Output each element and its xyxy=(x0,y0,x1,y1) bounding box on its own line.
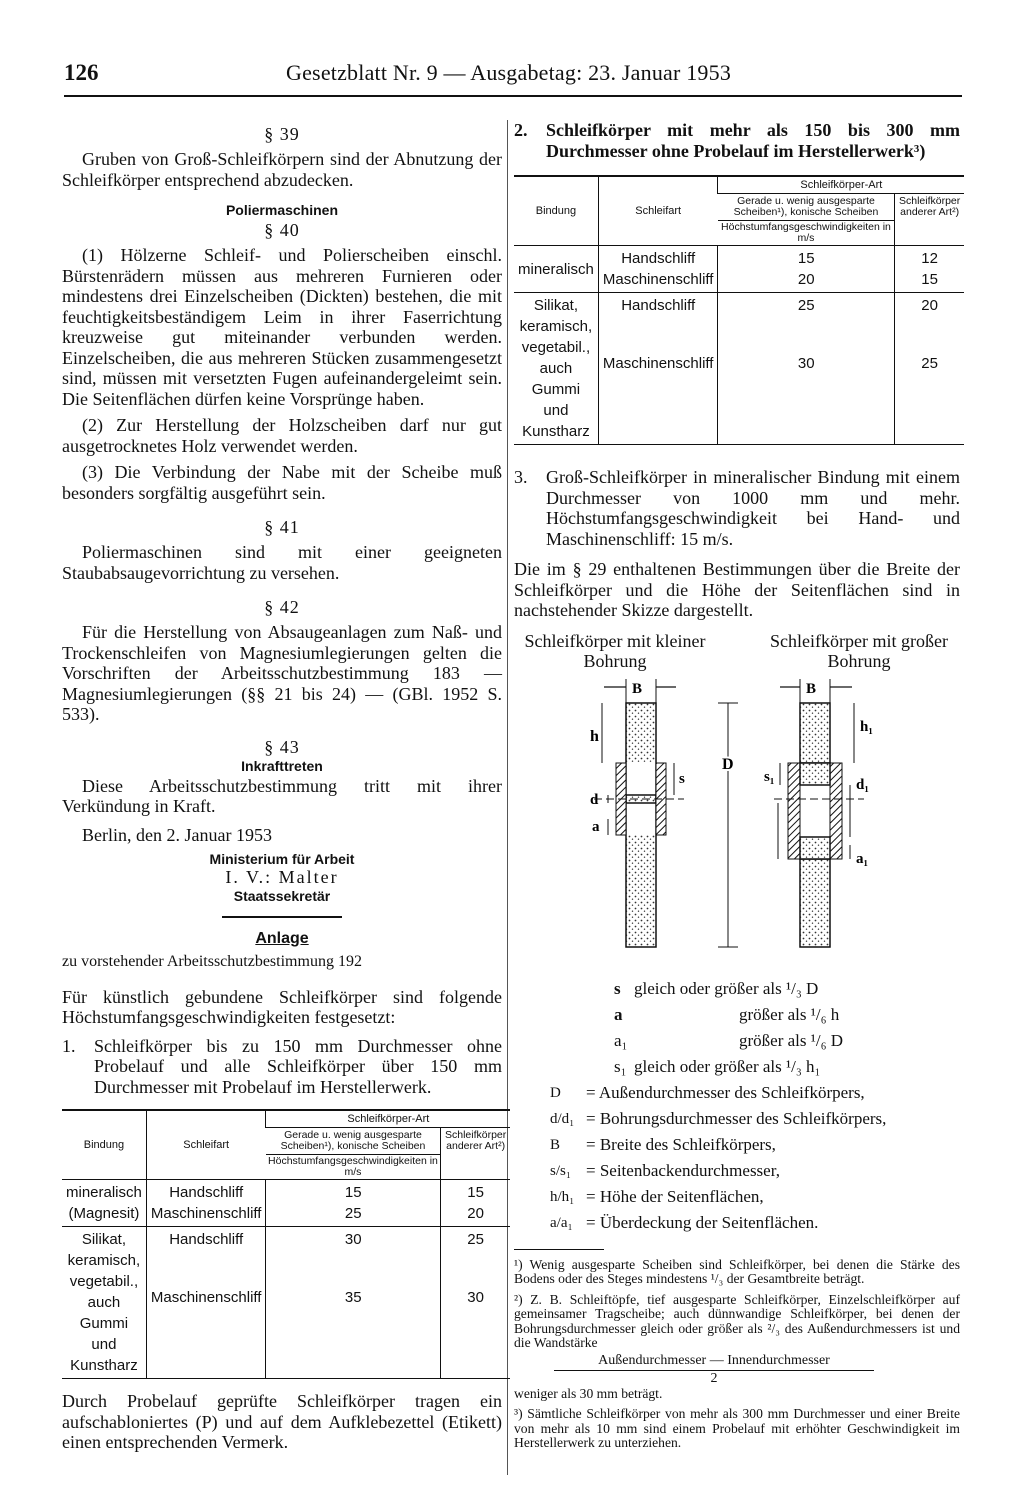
footnote-3: ³) Sämtliche Schleifkörper von mehr als 300 mm Durchmesser und einer Breite von mehr als 10 mm sind einem Probelauf mit erhöhter Geschwindigkeit im Herstellerwerk zu unterziehen. xyxy=(514,1406,960,1450)
section-43-text: Diese Arbeitsschutzbestimmung tritt mit ihrer Verkündung in Kraft. xyxy=(62,775,502,816)
section-39-heading: § 39 xyxy=(264,124,300,144)
legend-text: gleich oder größer als ¹/₃ D xyxy=(634,978,819,998)
footnotes xyxy=(514,1258,960,1451)
legend-row xyxy=(514,1003,960,1029)
cell-value: 25 xyxy=(797,297,815,314)
row-bindung: Silikat, keramisch, vegetabil., auch Gummi und Kunstharz xyxy=(519,297,593,440)
figure-title-small-bore: Schleifkörper mit kleiner Bohrung xyxy=(524,630,706,671)
anlage-intro: Für künstlich gebundene Schleifkörper sind folgende Höchstumfangsgeschwindigkeiten festgesetzt: xyxy=(62,986,502,1027)
cell-value: 20 xyxy=(797,271,815,288)
col-header-schleifart: Schleifart xyxy=(598,176,718,246)
col-header-andere: Schleifkörper anderer Art²) xyxy=(440,1128,510,1180)
anlage-heading: Anlage xyxy=(255,930,309,947)
header-rule xyxy=(64,95,962,97)
section-43-heading: § 43 xyxy=(264,736,300,757)
footnote-rule xyxy=(514,1249,604,1250)
legend-text: größer als ¹/₆ D xyxy=(739,1030,844,1050)
anlage-subtitle: zu vorstehender Arbeitsschutzbestimmung 192 xyxy=(62,953,362,970)
label-a: a xyxy=(592,818,600,835)
figure-title-large-bore: Schleifkörper mit großer Bohrung xyxy=(770,630,948,671)
section-40-para-2: (2) Zur Herstellung der Holzscheiben darf nur gut ausgetrocknetes Holz verwendet werden. xyxy=(62,415,502,456)
row-schleifart xyxy=(598,246,718,293)
label-h: h xyxy=(590,727,599,745)
cell-value: 20 xyxy=(921,297,938,314)
col-header-art: Schleifkörper-Art xyxy=(266,1110,510,1128)
legend-row xyxy=(514,1055,960,1081)
cell-text: Handschliff xyxy=(169,1231,244,1248)
legend-symbol: s xyxy=(614,978,621,998)
col-header-gerade xyxy=(266,1128,441,1180)
row-bindung: mineralisch xyxy=(518,260,594,278)
legend-symbol: s₁ xyxy=(614,1056,627,1076)
section-40-heading: § 40 xyxy=(264,220,300,240)
page-number: 126 xyxy=(64,60,99,85)
sketch-legend xyxy=(514,977,960,1237)
cell-text: Maschinenschliff xyxy=(150,1205,262,1222)
ministry-name: Ministerium für Arbeit xyxy=(209,851,355,867)
right-column xyxy=(514,120,960,1451)
col-header-art: Schleifkörper-Art xyxy=(718,176,964,194)
figure-titles xyxy=(514,631,960,671)
label-s: s xyxy=(679,770,685,787)
cell-andere xyxy=(440,1180,510,1227)
fraction xyxy=(554,1353,874,1387)
speed-table-2 xyxy=(514,175,964,445)
cell-text: Maschinenschliff xyxy=(602,355,714,372)
legend-row xyxy=(514,1185,960,1211)
item-2-number: 2. xyxy=(514,120,528,140)
poliermaschinen-heading: Poliermaschinen xyxy=(225,202,339,218)
label-big-d: D xyxy=(722,755,734,773)
large-bore-wheel xyxy=(764,679,873,947)
legend-symbol: h/h₁ xyxy=(550,1188,575,1205)
grinding-wheel-sketch xyxy=(514,679,960,969)
fraction-denominator: 2 xyxy=(710,1370,718,1386)
section-41-heading: § 41 xyxy=(264,517,300,537)
item-1-number: 1. xyxy=(62,1035,76,1056)
cell-value: 30 xyxy=(467,1289,484,1306)
section-39-text: Gruben von Groß-Schleifkörpern sind der Abnutzung der Schleifkörper entsprechend abzudecken. xyxy=(62,149,502,190)
cell-value: 15 xyxy=(797,250,815,267)
footnote-2: ²) Z. B. Schleiftöpfe, tief ausgesparte Schleifkörper, Einzelschleifkörper auf gemeinsamer Tragscheibe; auch dünnwandige Schleifkörper, bei denen der Bohrungsdurchmesser gleich oder größer als ²/₃ des Außendurchmessers ist und die Wandstärke xyxy=(514,1291,960,1350)
section-40-para-3: (3) Die Verbindung der Nabe mit der Scheibe muß besonders sorgfältig ausgeführt sein. xyxy=(62,462,502,503)
cell-value: 25 xyxy=(467,1231,484,1248)
legend-row xyxy=(514,1029,960,1055)
section-42-text: Für die Herstellung von Absaugeanlagen zum Naß- und Trockenschleifen von Magnesiumlegierungen gelten die Vorschriften der Arbeitsschutzbestimmung 183 — Magnesiumlegierungen (§§ 21 bis 24) — (GBl. 1952 S. 533). xyxy=(62,622,502,724)
cell-value: 15 xyxy=(921,271,938,288)
cell-value: 25 xyxy=(344,1205,362,1222)
table-row xyxy=(62,1227,510,1379)
row-schleifart xyxy=(598,293,718,445)
row-bindung: Silikat, keramisch, vegetabil., auch Gummi und Kunstharz xyxy=(67,1231,141,1374)
col-header-andere: Schleifkörper anderer Art²) xyxy=(894,194,964,246)
inkrafttreten-heading: Inkrafttreten xyxy=(241,757,323,774)
speed-unit-label: Höchstumfangsgeschwindigkeiten in m/s xyxy=(718,220,894,245)
label-d1: d₁ xyxy=(856,776,869,793)
sketch-intro: Die im § 29 enthaltenen Bestimmungen über die Breite der Schleifkörper und die Höhe der Seitenflächen sind in nachstehender Skizze dargestellt. xyxy=(514,559,960,620)
left-column xyxy=(62,120,507,1453)
footnote-1: ¹) Wenig ausgesparte Scheiben sind Schleifkörper, bei denen die Stärke des Bodens oder des Steges mindestens ¹/₃ der Gesamtbreite beträgt. xyxy=(514,1256,960,1286)
legend-row xyxy=(514,1211,960,1237)
legend-text: = Breite des Schleifkörpers, xyxy=(586,1134,776,1154)
legend-symbol: s/s₁ xyxy=(550,1162,572,1179)
legend-row xyxy=(514,1107,960,1133)
cell-text: Maschinenschliff xyxy=(602,271,714,288)
label-d: d xyxy=(590,791,599,808)
cell-text: Handschliff xyxy=(621,250,696,267)
cell-gerade xyxy=(266,1227,441,1379)
row-bindung: mineralisch (Magnesit) xyxy=(66,1184,142,1222)
section-40-para-1: (1) Hölzerne Schleif- und Polierscheiben einschl. Bürstenrädern müssen aus mehreren Furnieren oder mindestens drei Einzelscheiben (Dickten) bestehen, die mit feuchtigkeitsbeständigem Leim in ihrer Faserrichtung kreuzweise gut miteinander verbunden werden. Einzelscheiben, die aus mehreren Stücken zusammengesetzt sind, müssen mit versetzten Fugen aufeinandergeleimt sein. Die Seitenflächen dürfen keine Vorsprünge haben. xyxy=(62,245,502,409)
cell-value: 20 xyxy=(467,1205,484,1222)
speed-unit-label: Höchstumfangsgeschwindigkeiten in m/s xyxy=(266,1154,440,1179)
legend-text: = Höhe der Seitenflächen, xyxy=(586,1186,764,1206)
item-1-text: Schleifkörper bis zu 150 mm Durchmesser ohne Probelauf und alle Schleifkörper über 150 mm Durchmesser mit Probelauf im Herstellerwerk. xyxy=(94,1035,502,1097)
legend-text: = Seitenbackendurchmesser, xyxy=(586,1160,780,1180)
section-41-text: Poliermaschinen sind mit einer geeigneten Staubabsaugevorrichtung zu versehen. xyxy=(62,542,502,583)
signatory: I. V.: Malter xyxy=(225,867,339,887)
legend-text: gleich oder größer als ¹/₃ h₁ xyxy=(634,1056,821,1076)
cell-andere xyxy=(440,1227,510,1379)
cell-value: 12 xyxy=(921,250,938,267)
col-header-gerade xyxy=(718,194,895,246)
cell-text: Handschliff xyxy=(169,1184,244,1201)
legend-text: = Überdeckung der Seitenflächen. xyxy=(586,1212,819,1232)
legend-text: größer als ¹/₆ h xyxy=(739,1004,840,1024)
cell-value: 30 xyxy=(344,1231,362,1248)
col-header-schleifart: Schleifart xyxy=(146,1110,266,1180)
legend-symbol: D xyxy=(550,1084,561,1101)
cell-andere xyxy=(894,246,964,293)
label-b: B xyxy=(632,680,643,697)
table-row xyxy=(514,246,964,293)
col-header-bindung: Bindung xyxy=(535,205,577,217)
list-item-3 xyxy=(514,467,960,549)
legend-symbol: a xyxy=(614,1004,623,1024)
cell-value: 15 xyxy=(467,1184,484,1201)
item-2-text: Schleifkörper mit mehr als 150 bis 300 mm Durchmesser ohne Probelauf im Herstellerwerk³) xyxy=(546,120,960,161)
label-h1: h₁ xyxy=(860,718,873,735)
list-item-1 xyxy=(62,1036,502,1098)
small-bore-wheel xyxy=(590,679,738,947)
cell-value: 35 xyxy=(344,1289,362,1306)
table-row xyxy=(62,1180,510,1227)
label-b: B xyxy=(806,680,817,697)
legend-text: = Bohrungsdurchmesser des Schleifkörpers, xyxy=(586,1108,887,1128)
cell-value: 15 xyxy=(344,1184,362,1201)
legend-symbol: d/d₁ xyxy=(550,1110,575,1127)
label-s1: s₁ xyxy=(764,768,775,785)
place-date: Berlin, den 2. Januar 1953 xyxy=(82,824,272,845)
signature-rule xyxy=(222,916,342,918)
row-schleifart xyxy=(146,1180,266,1227)
list-item-2 xyxy=(514,120,960,161)
item-3-text: Groß-Schleifkörper in mineralischer Bindung mit einem Durchmesser von 1000 mm und mehr. Höchstumfangsgeschwindigkeit bei Hand- und Maschinenschliff: 15 m/s. xyxy=(546,467,960,549)
legend-row xyxy=(514,1081,960,1107)
speed-table-1 xyxy=(62,1109,510,1379)
legend-symbol: a₁ xyxy=(614,1030,628,1050)
footnote-2-end: weniger als 30 mm beträgt. xyxy=(514,1385,663,1401)
table-row xyxy=(514,293,964,445)
cell-gerade xyxy=(718,293,895,445)
signatory-title: Staatssekretär xyxy=(233,888,331,904)
cell-andere xyxy=(894,293,964,445)
section-42-heading: § 42 xyxy=(264,597,300,617)
legend-row xyxy=(514,977,960,1003)
label-a1: a₁ xyxy=(856,850,868,867)
fraction-numerator: Außendurchmesser — Innendurchmesser xyxy=(554,1353,874,1371)
cell-value: 25 xyxy=(921,355,938,372)
cell-gerade xyxy=(718,246,895,293)
gerade-label: Gerade u. wenig ausgesparte Scheiben¹), konische Scheiben xyxy=(733,195,879,218)
col-header-bindung: Bindung xyxy=(83,1139,125,1151)
cell-text: Handschliff xyxy=(621,297,696,314)
legend-row xyxy=(514,1133,960,1159)
legend-symbol: B xyxy=(550,1136,561,1153)
gazette-title: Gesetzblatt Nr. 9 — Ausgabetag: 23. Januar 1953 xyxy=(286,60,732,85)
cell-value: 30 xyxy=(797,355,815,372)
cell-text: Maschinenschliff xyxy=(150,1289,262,1306)
legend-row xyxy=(514,1159,960,1185)
closing-text: Durch Probelauf geprüfte Schleifkörper tragen ein aufschabloniertes (P) und auf dem Aufklebezettel (Etikett) einen entsprechenden Vermerk. xyxy=(62,1391,502,1452)
gerade-label: Gerade u. wenig ausgesparte Scheiben¹), konische Scheiben xyxy=(280,1129,426,1152)
cell-gerade xyxy=(266,1180,441,1227)
item-3-number: 3. xyxy=(514,467,528,487)
page-header xyxy=(64,60,964,96)
legend-text: = Außendurchmesser des Schleifkörpers, xyxy=(586,1082,865,1102)
legend-symbol: a/a₁ xyxy=(550,1214,573,1231)
row-schleifart xyxy=(146,1227,266,1379)
